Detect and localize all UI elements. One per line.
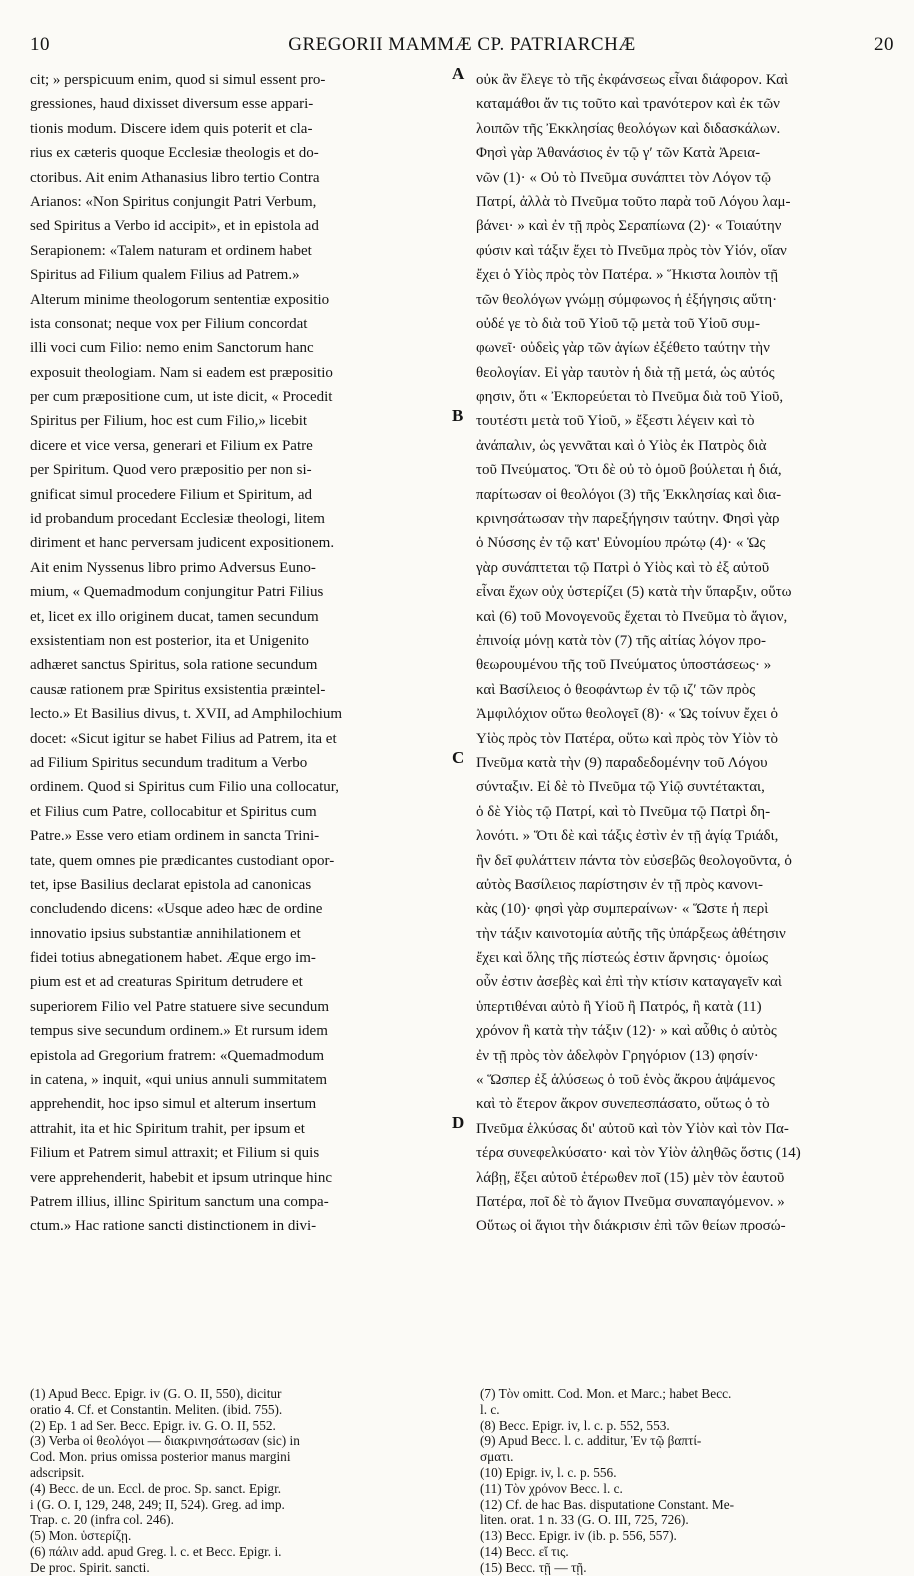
text-line: Alterum minime theologorum sententiæ expositio: [30, 291, 330, 308]
text-line: tempus sive secundum ordinem.» Et rursum idem: [30, 1023, 328, 1040]
text-line: exposuit theologiam. Nam si eadem est præpositio: [30, 364, 333, 381]
text-line: φησιν, ὅτι « Ἐκπορεύεται τὸ Πνεῦμα διὰ τοῦ Υἱοῦ,: [476, 389, 784, 406]
text-line: ista consonat; neque vox per Filium concordat: [30, 315, 308, 332]
footnote: (9) Apud Becc. l. c. additur, Ἐν τῷ βαπτί-: [480, 1433, 702, 1449]
text-line: Arianos: «Non Spiritus conjungit Patri Verbum,: [30, 193, 317, 210]
text-line: per Spiritum. Quod vero præpositio per non si-: [30, 462, 312, 479]
text-line: Πνεῦμα ἑλκύσας δι' αὐτοῦ καὶ τὸν Υἱὸν καὶ τὸν Πα-: [476, 1120, 789, 1137]
text-line: attrahit, ita et hic Spiritum trahit, per ipsum et: [30, 1120, 305, 1137]
running-title: GREGORII MAMMÆ CP. PATRIARCHÆ: [288, 34, 636, 55]
text-line: οὐκ ἂν ἔλεγε τὸ τῆς ἐκφάνσεως εἶναι διάφορον. Καὶ: [476, 72, 789, 88]
text-line: τέρα συνεφελκύσατο· καὶ τὸν Υἱὸν ἀληθῶς ὅστις (14): [476, 1145, 801, 1162]
text-line: concludendo dicens: «Usque adeo hæc de ordine: [30, 901, 323, 918]
footnote: (3) Verba οἱ θεολόγοι — διακρινησάτωσαν (sic) in: [30, 1433, 300, 1449]
footnote: (5) Mon. ὑστερίζῃ.: [30, 1528, 132, 1544]
text-line: tate, quem omnes pie prædicantes custodiant opor-: [30, 852, 335, 869]
text-line: vere apprehenderit, habebit et ipsum utrinque hinc: [30, 1169, 332, 1186]
text-line: Οὕτως οἱ ἅγιοι τὴν διάκρισιν ἐπὶ τῶν θείων προσώ-: [476, 1218, 786, 1235]
text-line: fidei totius abnegationem habet. Æque ergo im-: [30, 950, 316, 967]
page-number-right: 20: [874, 34, 894, 55]
text-line: καὶ τὸ ἕτερον ἄκρον συνεπεσπάσατο, οὕτως ὁ τὸ: [476, 1096, 770, 1113]
text-line: φύσιν καὶ τάξιν ἔχει τὸ Πνεῦμα πρὸς τὸν Υἱόν, οἵαν: [476, 242, 787, 259]
text-line: in catena, » inquit, «qui unius annuli summitatem: [30, 1072, 328, 1089]
text-line: νῶν (1)· « Οὐ τὸ Πνεῦμα συνάπτει τὸν Λόγον τῷ: [476, 169, 771, 186]
text-line: adhæret sanctus Spiritus, sola ratione secundum: [30, 657, 318, 674]
text-line: λοιπῶν τῆς Ἐκκλησίας θεολόγων καὶ διδασκάλων.: [476, 120, 781, 137]
footnote: i (G. O. I, 129, 248, 249; II, 524). Greg. ad imp.: [30, 1496, 285, 1512]
running-header: [30, 34, 894, 64]
text-line: « Ὥσπερ ἐξ ἁλύσεως ὁ τοῦ ἑνὸς ἄκρου ἁψάμενος: [476, 1072, 775, 1089]
text-line: Πατρί, ἀλλὰ τὸ Πνεῦμα τοῦτο παρὰ τοῦ Λόγου λαμ-: [476, 193, 791, 210]
text-line: epistola ad Gregorium fratrem: «Quemadmodum: [30, 1047, 325, 1064]
text-line: παρίτωσαν οἱ θεολόγοι (3) τῆς Ἐκκλησίας καὶ δια-: [476, 486, 782, 503]
text-line: Patrem illius, illinc Spiritum sanctum una compa-: [30, 1193, 329, 1210]
text-line: docet: «Sicut igitur se habet Filius ad Patrem, ita et: [30, 730, 337, 747]
text-line: Φησὶ γὰρ Ἀθανάσιος ἐν τῷ γʹ τῶν Κατὰ Ἀρεια-: [476, 145, 761, 162]
text-line: ad Filium Spiritus secundum traditum a Verbo: [30, 754, 308, 771]
text-line: id probandum procedant Ecclesiæ theologi, litem: [30, 511, 325, 528]
page-number-left: 10: [30, 34, 50, 55]
footnote: l. c.: [480, 1401, 500, 1417]
text-line: ordinem. Quod si Spiritus cum Filio una collocatur,: [30, 779, 339, 796]
footnote: (6) πάλιν add. apud Greg. l. c. et Becc. Epigr. i.: [30, 1543, 282, 1559]
text-line: ὁ Νύσσης ἐν τῷ κατ' Εὐνομίου πρώτῳ (4)· « Ὡς: [476, 535, 766, 552]
text-line: Spiritus ad Filium qualem Filius ad Patrem.»: [30, 267, 300, 284]
footnote: (15) Becc. τῇ — τῇ.: [480, 1559, 587, 1575]
text-line: ἀνάπαλιν, ὡς γεννᾶται καὶ ὁ Υἱὸς ἐκ Πατρὸς διὰ: [476, 437, 767, 454]
text-line: θεολογίαν. Εἰ γὰρ ταυτὸν ἡ διὰ τῇ μετά, ὡς αὐτός: [476, 364, 775, 381]
footnote: adscripsit.: [30, 1464, 85, 1480]
text-line: ἔχει ὁ Υἱὸς πρὸς τὸν Πατέρα. » Ἥκιστα λοιπὸν τῇ: [476, 267, 779, 284]
footnote: (4) Becc. de un. Eccl. de proc. Sp. sanct. Epigr.: [30, 1480, 282, 1496]
text-line: θεωρουμένου τῆς τοῦ Πνεύματος ὑποστάσεως· »: [476, 657, 772, 674]
footnote: De proc. Spirit. sancti.: [30, 1559, 150, 1575]
text-line: καταμάθοι ἄν τις τοῦτο καὶ τρανότερον καὶ ἐκ τῶν: [476, 96, 780, 113]
text-line: καὶ Βασίλειος ὁ θεοφάντωρ ἐν τῷ ιζʹ τῶν πρὸς: [476, 681, 756, 698]
footnote: Cod. Mon. prius omissa posterior manus margini: [30, 1449, 291, 1465]
text-line: ctum.» Hac ratione sancti distinctionem in divi-: [30, 1218, 317, 1235]
text-line: οὐδέ γε τὸ διὰ τοῦ Υἱοῦ τῷ μετὰ τοῦ Υἱοῦ συμ-: [476, 315, 761, 332]
greek-column: [476, 68, 901, 1235]
text-line: ἐπινοίᾳ μόνῃ κατὰ τὸν (7) τῆς αἰτίας λόγον προ-: [476, 632, 767, 649]
text-line: apprehendit, hoc ipso simul et alterum insertum: [30, 1096, 317, 1113]
text-line: σύνταξιν. Εἰ δὲ τὸ Πνεῦμα τῷ Υἱῷ συντέτακται,: [476, 779, 765, 796]
footnotes-left: [30, 1386, 460, 1576]
footnote: (8) Becc. Epigr. iv, l. c. p. 552, 553.: [480, 1417, 670, 1433]
text-line: τῶν θεολόγων γνώμῃ σύμφωνος ἡ ἐξήγησις αὕτη·: [476, 291, 778, 308]
text-line: et Filius cum Patre, collocabitur et Spiritus cum: [30, 803, 317, 820]
text-line: diriment et hanc perversam judicent expositionem.: [30, 535, 335, 552]
footnote: Trap. c. 20 (infra col. 246).: [30, 1512, 174, 1528]
footnote: (14) Becc. εἴ τις.: [480, 1543, 569, 1559]
text-line: Serapionem: «Talem naturam et ordinem habet: [30, 242, 312, 259]
text-line: βάνει· » καὶ ἐν τῇ πρὸς Σεραπίωνα (2)· « Τοιαύτην: [476, 218, 782, 235]
text-line: ctoribus. Ait enim Athanasius libro tertio Contra: [30, 169, 320, 186]
text-line: Πνεῦμα κατὰ τὴν (9) παραδεδομένην τοῦ Λόγου: [476, 754, 768, 771]
footnote: (10) Epigr. iv, l. c. p. 556.: [480, 1464, 617, 1480]
text-line: κρινησάτωσαν τὴν παρεξήγησιν ταύτην. Φησὶ γὰρ: [476, 511, 780, 528]
text-line: ἣν δεῖ φυλάττειν πάντα τὸν εὐσεβῶς θεολογοῦντα, ὁ: [476, 852, 792, 869]
text-line: lecto.» Et Basilius divus, t. XVII, ad Amphilochium: [30, 706, 343, 723]
text-line: οὖν ἐστιν ἀσεβὲς καὶ ἐπὶ τὴν κτίσιν καταγαγεῖν καὶ: [476, 974, 782, 991]
text-line: exsistentiam non est posterior, ita et Unigenito: [30, 632, 309, 649]
text-line: Υἱὸς πρὸς τὸν Πατέρα, οὕτω καὶ πρὸς τὸν Υἱὸν τὸ: [476, 730, 779, 747]
section-marker-d: D: [452, 1113, 465, 1132]
text-line: ὑπερτιθέναι αὐτὸ ἢ Υἱοῦ ἢ Πατρός, ἢ κατὰ (11): [476, 998, 762, 1015]
footnote: (13) Becc. Epigr. iv (ib. p. 556, 557).: [480, 1528, 677, 1544]
text-line: τὴν τάξιν καινοτομία αὐτῆς τῆς ὑπάρξεως ἀθέτησιν: [476, 925, 786, 942]
footnote: (12) Cf. de hac Bas. disputatione Constant. Me-: [480, 1496, 735, 1512]
text-line: dicere et vice versa, generari et Filium ex Patre: [30, 437, 313, 454]
footnotes-right: [480, 1386, 905, 1576]
footnote: σματι.: [480, 1449, 514, 1465]
text-line: αὐτὸς Βασίλειος παρίστησιν ἐν τῇ πρὸς κανονι-: [476, 876, 763, 893]
text-line: ἐν τῇ πρὸς τὸν ἀδελφὸν Γρηγόριον (13) φησίν·: [476, 1047, 759, 1064]
text-line: λάβῃ, ἕξει αὐτοῦ ἑτέρωθεν ποῖ (15) μὲν τὸν ἑαυτοῦ: [476, 1169, 785, 1186]
footnote: liten. orat. 1 n. 33 (G. O. III, 725, 726).: [480, 1512, 689, 1528]
latin-column: [30, 68, 450, 1235]
text-line: per cum præpositione cum, ut iste dicit, « Procedit: [30, 389, 333, 406]
text-line: ὁ δὲ Υἱὸς τῷ Πατρί, καὶ τὸ Πνεῦμα τῷ Πατρὶ δη-: [476, 803, 771, 820]
text-line: τοῦ Πνεύματος. Ὅτι δὲ οὐ τὸ ὁμοῦ βούλεται ἡ διά,: [476, 462, 782, 479]
text-line: tet, ipse Basilius declarat epistola ad canonicas: [30, 876, 312, 893]
text-line: pium est et ad creaturas Spiritum detrudere et: [30, 974, 303, 991]
text-line: Ait enim Nyssenus libro primo Adversus Euno-: [30, 559, 316, 576]
text-line: sed Spiritus a Verbo id accipit», et in epistola ad: [30, 218, 319, 235]
text-line: superiorem Filio vel Patre statuere sive secundum: [30, 998, 330, 1015]
footnote: (7) Τὸν omitt. Cod. Mon. et Marc.; habet Becc.: [480, 1386, 732, 1401]
text-line: χρόνον ἢ κατὰ τὴν τάξιν (12)· » καὶ αὖθις ὁ αὐτὸς: [476, 1023, 777, 1040]
text-line: Patre.» Esse vero etiam ordinem in sancta Trini-: [30, 828, 320, 845]
section-marker-b: B: [452, 406, 464, 425]
text-line: illi voci cum Filio: nemo enim Sanctorum hanc: [30, 340, 314, 357]
text-line: τουτέστι μετὰ τοῦ Υἱοῦ, » ἔξεστι λέγειν καὶ τὸ: [476, 413, 755, 430]
text-line: et, licet ex illo originem ducat, tamen secundum: [30, 608, 319, 625]
text-line: innovatio ipsius substantiæ annihilationem et: [30, 925, 301, 942]
text-line: gnificat simul procedere Filium et Spiritum, ad: [30, 486, 313, 503]
footnote: (11) Τὸν χρόνον Becc. l. c.: [480, 1480, 623, 1496]
text-line: καὶ (6) τοῦ Μονογενοῦς ἔχεται τὸ Πνεῦμα τὸ ἅγιον,: [476, 608, 788, 625]
footnote: (1) Apud Becc. Epigr. iv (G. O. II, 550), dicitur: [30, 1386, 282, 1401]
footnote: (2) Ep. 1 ad Ser. Becc. Epigr. iv. G. O. II, 552.: [30, 1417, 276, 1433]
text-line: tionis modum. Discere idem quis poterit et cla-: [30, 120, 313, 137]
text-line: rius ex cæteris quoque Ecclesiæ theologis et do-: [30, 145, 319, 162]
footnote: oratio 4. Cf. et Constantin. Meliten. (ibid. 755).: [30, 1401, 283, 1417]
text-line: εἶναι ἔχων οὐχ ὑστερίζει (5) κατὰ τὴν ὕπαρξιν, οὕτω: [476, 584, 792, 601]
text-line: Πατέρα, ποῖ δὲ τὸ ἅγιον Πνεῦμα συναπαγόμενον. »: [476, 1193, 785, 1210]
text-line: mium, « Quemadmodum conjungitur Patri Filius: [30, 584, 324, 601]
section-marker-c: C: [452, 748, 465, 767]
text-line: Spiritus per Filium, hoc est cum Filio,» licebit: [30, 413, 308, 430]
text-line: gressiones, haud dixisset diversum esse appari-: [30, 96, 314, 113]
text-line: κὰς (10)· φησὶ γὰρ συμπεραίνων· « Ὥστε ἡ περὶ: [476, 901, 769, 918]
text-line: λονότι. » Ὅτι δὲ καὶ τάξις ἐστὶν ἐν τῇ ἁγίᾳ Τριάδι,: [476, 828, 779, 845]
text-line: Filium et Patrem simul attraxit; et Filium si quis: [30, 1145, 320, 1162]
text-line: cit; » perspicuum enim, quod si simul essent pro-: [30, 72, 326, 88]
section-marker-a: A: [452, 64, 465, 83]
text-line: ἔχει καὶ ὅλης τῆς πίστεώς ἐστιν ἄρνησις· ὁμοίως: [476, 950, 769, 967]
text-line: φωνεῖ· οὐδεὶς γὰρ τῶν ἁγίων ἐξέθετο ταύτην τὴν: [476, 340, 770, 357]
text-line: γὰρ συνάπτεται τῷ Πατρὶ ὁ Υἱὸς καὶ τὸ ἐξ αὐτοῦ: [476, 559, 770, 576]
text-line: causæ rationem præ Spiritus exsistentia præintel-: [30, 681, 326, 698]
text-line: Ἀμφιλόχιον οὕτω θεολογεῖ (8)· « Ὡς τοίνυν ἔχει ὁ: [476, 706, 779, 723]
